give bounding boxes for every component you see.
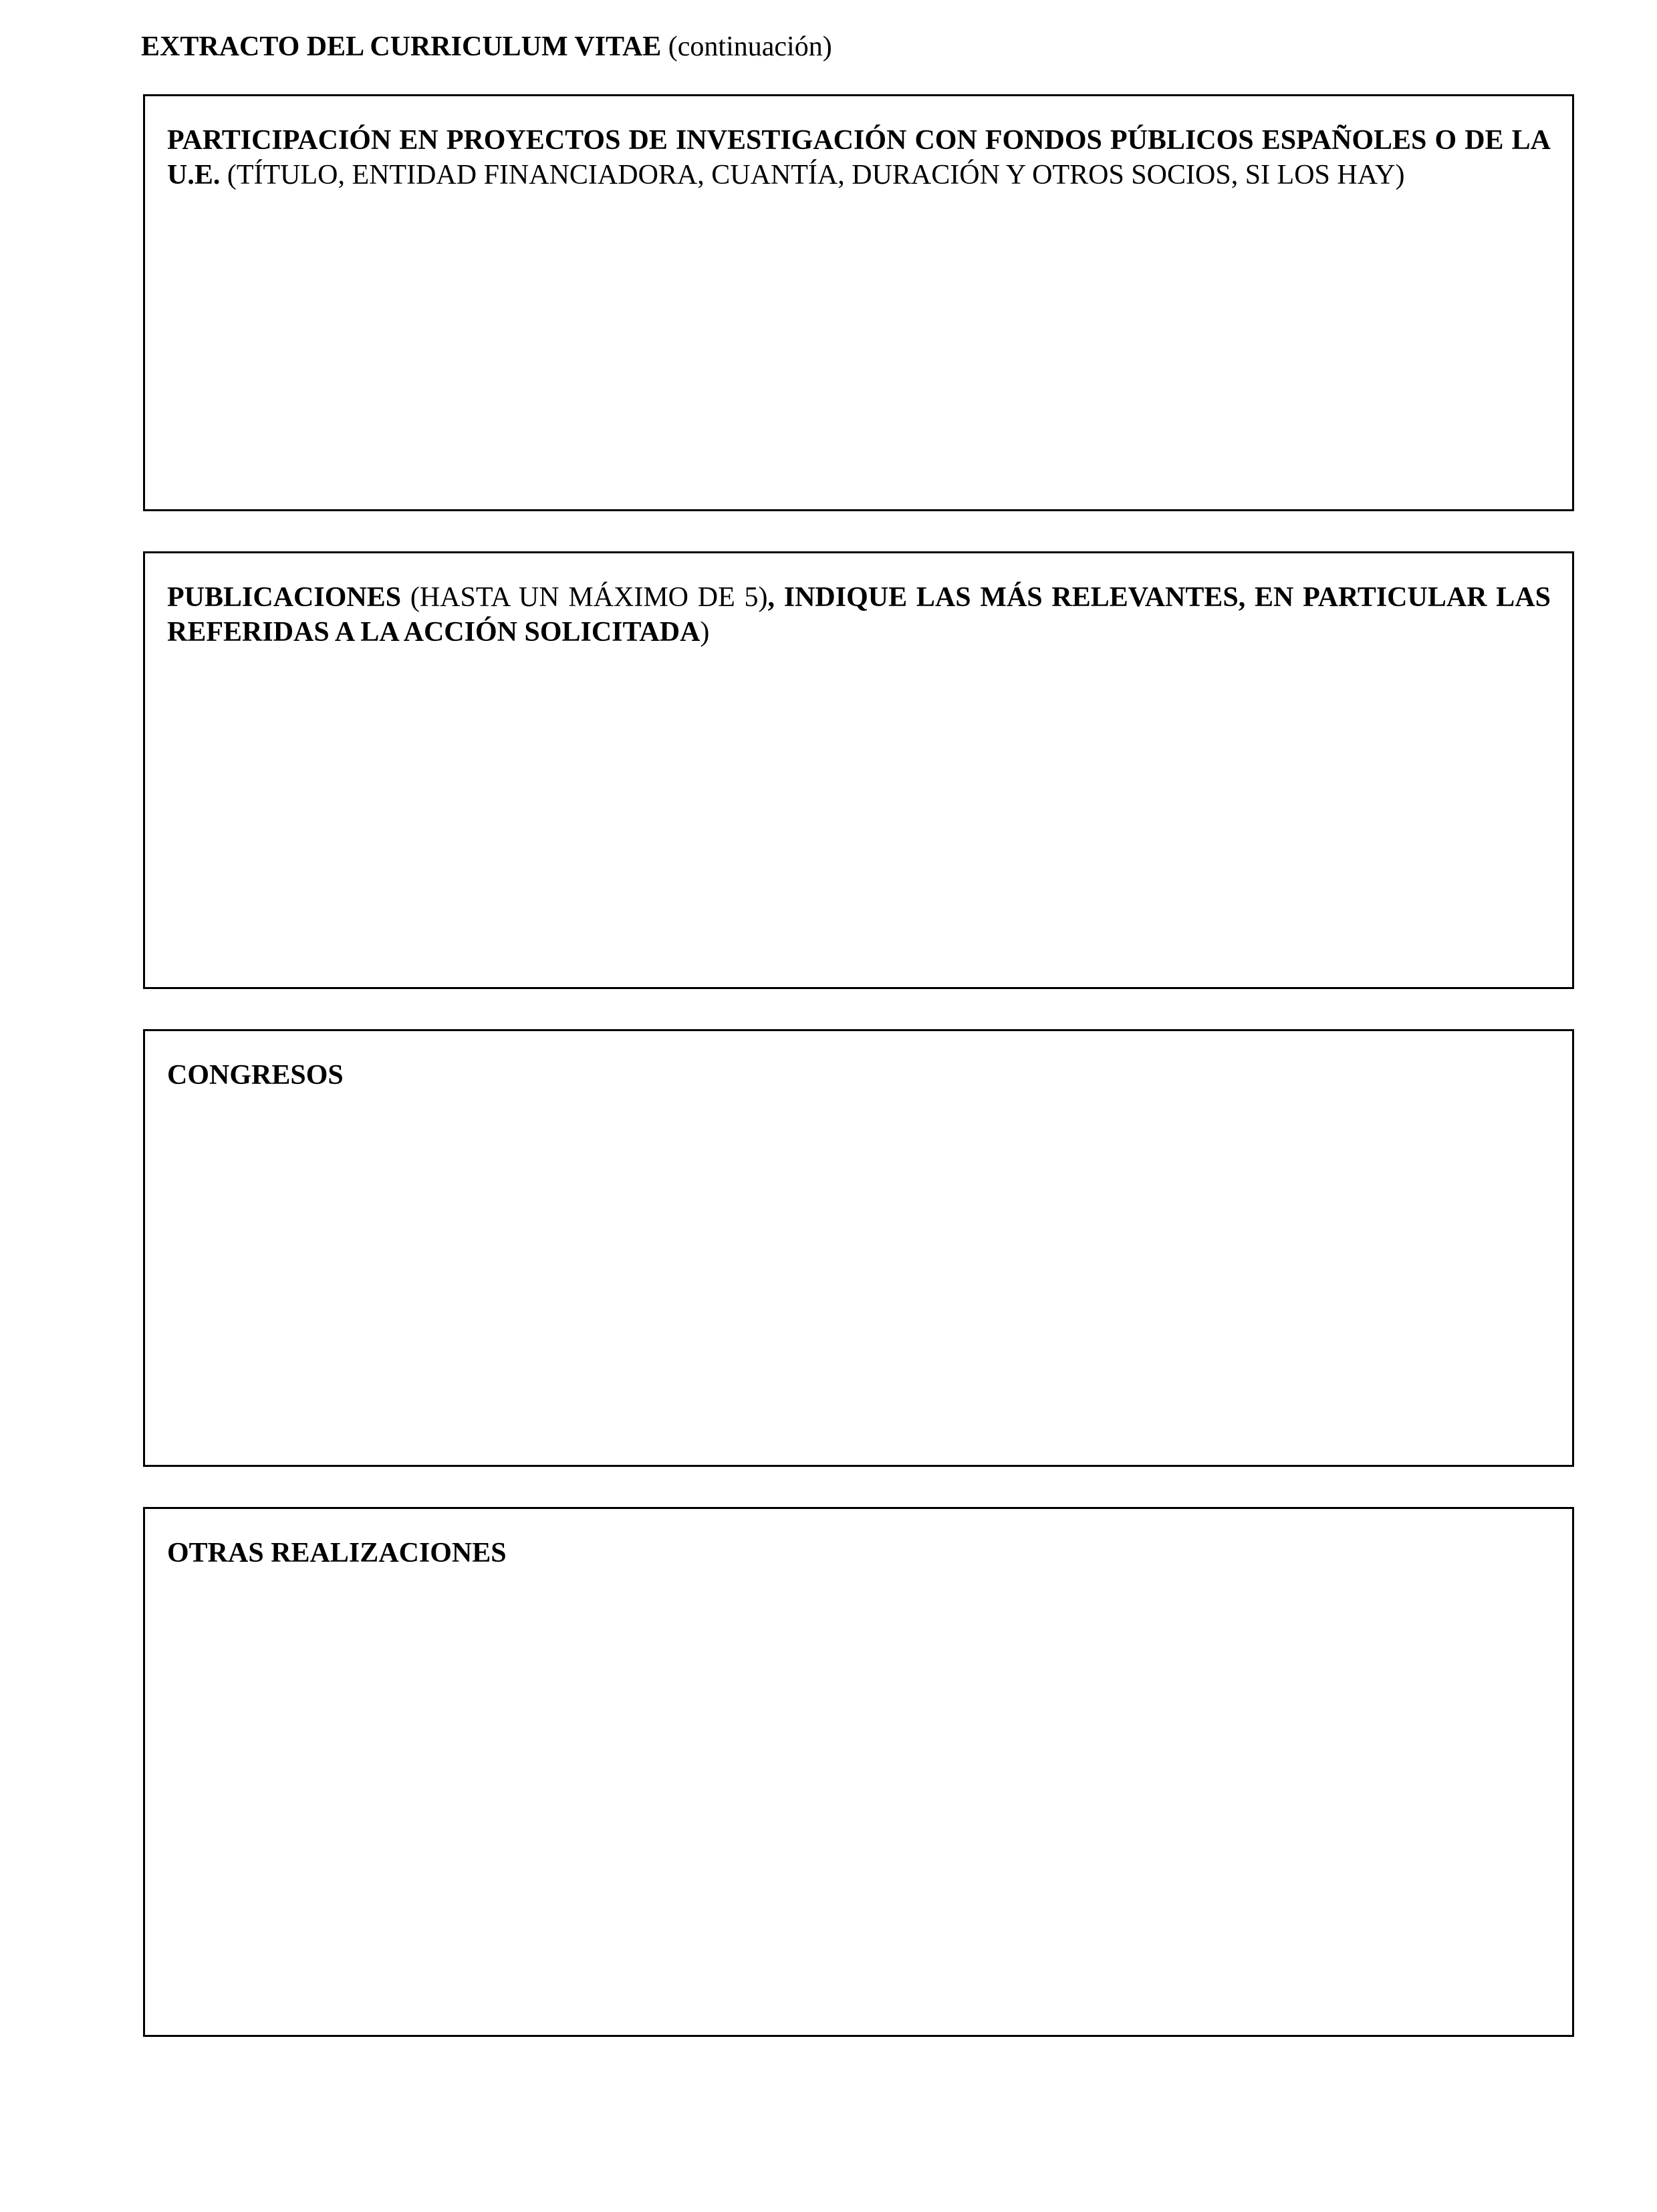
other-achievements-heading-bold: OTRAS REALIZACIONES [167, 1538, 507, 1568]
other-achievements-section [143, 1507, 1574, 2037]
congresses-entry-area[interactable] [167, 1105, 1551, 1445]
projects-entry-area[interactable] [167, 203, 1551, 489]
document-title-main: EXTRACTO DEL CURRICULUM VITAE [141, 31, 662, 62]
publications-heading-detail: (HASTA UN MÁXIMO DE 5) [401, 582, 768, 613]
publications-heading-bold: PUBLICACIONES [167, 582, 402, 613]
document-title [141, 27, 832, 67]
projects-heading-detail: (TÍTULO, ENTIDAD FINANCIADORA, CUANTÍA, DURACIÓN Y OTROS SOCIOS, SI LOS HAY) [220, 160, 1405, 190]
publications-heading-bold-2: , INDIQUE LAS MÁS RELEVANTES, EN PARTICULAR LAS REFERIDAS A LA ACCIÓN SOLICITADA [167, 582, 1551, 648]
projects-heading-bold: PARTICIPACIÓN EN PROYECTOS DE INVESTIGACIÓN CON FONDOS PÚBLICOS ESPAÑOLES O DE LA U.E. [167, 125, 1551, 190]
publications-heading-close: ) [700, 617, 710, 648]
projects-heading [167, 123, 1551, 192]
projects-section [143, 94, 1574, 511]
publications-heading [167, 580, 1551, 650]
congresses-heading [167, 1058, 1551, 1093]
publications-entry-area[interactable] [167, 660, 1551, 967]
publications-section [143, 551, 1574, 989]
congresses-heading-bold: CONGRESOS [167, 1060, 344, 1091]
other-achievements-heading [167, 1536, 1551, 1570]
document-title-suffix: (continuación) [661, 31, 832, 62]
other-achievements-entry-area[interactable] [167, 1582, 1551, 2015]
congresses-section [143, 1029, 1574, 1467]
